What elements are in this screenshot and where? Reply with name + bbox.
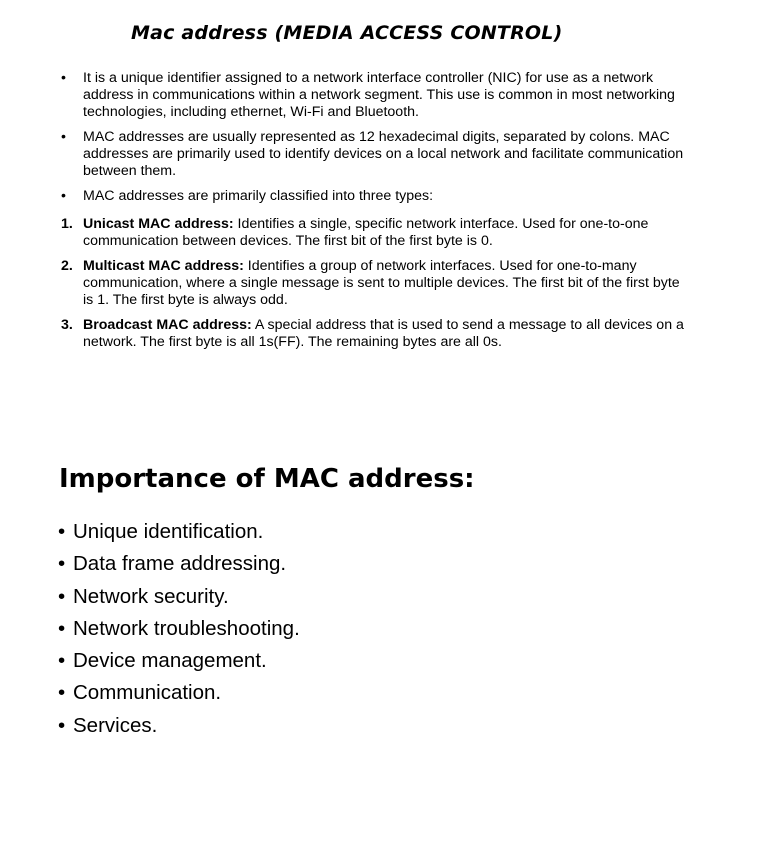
bullet-icon: •	[58, 681, 66, 705]
bullet-icon: •	[58, 649, 66, 673]
section-heading: Importance of MAC address:	[59, 464, 475, 494]
importance-text: Unique identification.	[73, 520, 264, 543]
list-item	[0, 129, 768, 180]
bullet-icon: •	[58, 616, 66, 640]
bullet-icon: •	[61, 70, 66, 86]
type-term: Broadcast MAC address:	[83, 317, 252, 333]
item-number: 1.	[61, 216, 73, 232]
bullet-text: MAC addresses are primarily classified into three types:	[83, 188, 434, 204]
definition-bullet-list	[0, 70, 768, 213]
importance-list	[58, 516, 300, 742]
item-number: 2.	[61, 258, 73, 274]
list-item	[0, 258, 768, 309]
bullet-icon: •	[58, 584, 66, 608]
bullet-icon: •	[58, 713, 66, 737]
bullet-icon: •	[58, 552, 66, 576]
mac-types-numbered-list	[0, 216, 768, 359]
list-item	[58, 581, 300, 613]
list-item	[0, 317, 768, 351]
list-item	[58, 548, 300, 580]
importance-text: Communication.	[73, 681, 222, 705]
type-description: Identifies a group of network interfaces. Used for one-to-many communication, where a single message is sent to multiple devices. The first bit of the first byte is 1. The first byte is always odd.	[83, 258, 680, 308]
list-item	[58, 613, 300, 645]
bullet-icon: •	[58, 520, 66, 543]
importance-text: Network troubleshooting.	[73, 616, 300, 640]
type-term: Unicast MAC address:	[83, 216, 234, 232]
list-item	[58, 677, 300, 709]
importance-text: Data frame addressing.	[73, 552, 287, 576]
item-number: 3.	[61, 317, 73, 333]
type-description: Identifies a single, specific network interface. Used for one-to-one communication between devices. The first bit of the first byte is 0.	[83, 216, 649, 249]
list-item	[58, 645, 300, 677]
importance-text: Network security.	[73, 584, 229, 608]
list-item	[58, 516, 300, 548]
bullet-text: It is a unique identifier assigned to a network interface controller (NIC) for use as a network address in communications within a network segment. This use is common in most networking technologies, including ethernet, Wi-Fi and Bluetooth.	[83, 70, 675, 120]
list-item	[58, 710, 300, 742]
list-item	[0, 216, 768, 250]
list-item	[0, 188, 768, 205]
bullet-icon: •	[61, 129, 66, 145]
type-description: A special address that is used to send a message to all devices on a network. The first byte is all 1s(FF). The remaining bytes are all 0s.	[83, 317, 684, 350]
list-item	[0, 70, 768, 121]
type-term: Multicast MAC address:	[83, 258, 244, 274]
page-title: Mac address (MEDIA ACCESS CONTROL)	[131, 22, 563, 44]
bullet-icon: •	[61, 188, 66, 204]
importance-text: Services.	[73, 713, 158, 737]
bullet-text: MAC addresses are usually represented as 12 hexadecimal digits, separated by colons. MAC addresses are primarily used to identify devices on a local network and facilitate communication between them.	[83, 129, 684, 179]
importance-text: Device management.	[73, 649, 267, 673]
